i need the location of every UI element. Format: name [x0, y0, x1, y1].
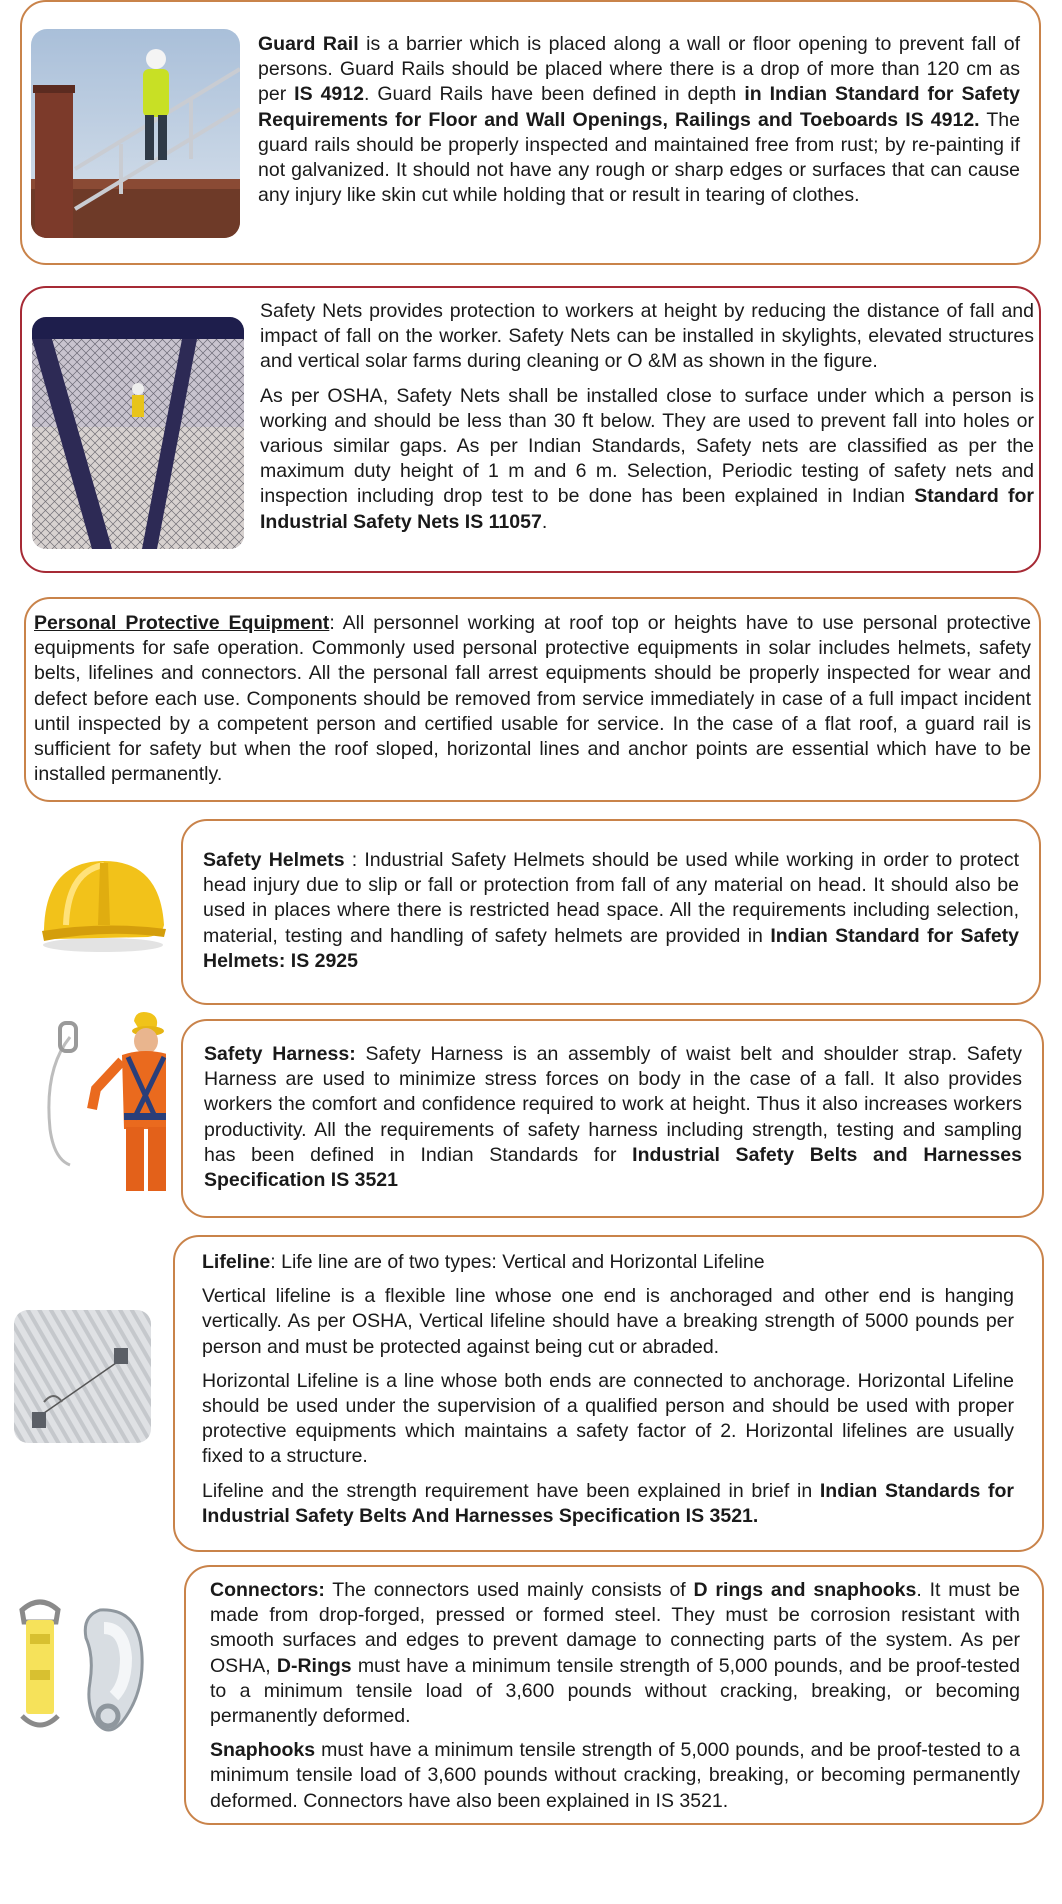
lifeline-roof-photo — [14, 1310, 151, 1443]
helmets-title: Safety Helmets — [203, 849, 345, 871]
harness-text: Safety Harness: Safety Harness is an assembly of waist belt and shoulder strap. Safety Harness are used to minimize stress forces on body in the case of a fall. It also provides workers the comfort and confidence required to work at height. Thus it also increases workers productivity. All the requirements of safety harness including strength, testing and sampling has been defined in Indian Standards for Industrial Safety Belts and Harnesses Specification IS 3521 — [204, 1043, 1022, 1192]
guard-rail-photo — [31, 29, 240, 238]
lifeline-text: Lifeline: Life line are of two types: Vertical and Horizontal Lifeline Vertical lifeline is a flexible line whose one end is anchoraged and other end is hanging vertically. As per OSHA, Vertical lifeline should have a breaking strength of 5000 pounds per person and must be protected against being cut or abraded. Horizontal Lifeline is a line whose both ends are connected to anchorage. Horizontal Lifeline should be used under the supervision of a qualified person and should be used with proper protective equipments which maintains a safety factor of 2. Horizontal lifelines are usually fixed to a structure. Lifeline and the strength requirement have been explained in brief in Indian Standards for Industrial Safety Belts And Harnesses Specification IS 3521. — [202, 1250, 1014, 1529]
harness-worker-photo — [36, 1009, 166, 1194]
guard-rail-text: Guard Rail is a barrier which is placed along a wall or floor opening to prevent fall of persons. Guard Rails should be placed where there is a drop of more than 120 cm as per IS 4912. Guard Rails have been defined in depth in Indian Standard for Safety Requirements for Floor and Wall Openings, Railings and Toeboards IS 4912. The guard rails should be properly inspected and maintained free from rust; by re-painting if not galvanized. It should not have any rough or sharp edges or surfaces that can cause any injury like skin cut while holding that or result in tearing of clothes. — [258, 33, 1020, 207]
snaphooks-paragraph: Snaphooks must have a minimum tensile strength of 5,000 pounds, and be proof-tested to a minimum tensile load of 3,600 pounds without cracking, breaking, or becoming permanently deformed. Connectors have also been explained in IS 3521. — [210, 1739, 1020, 1812]
lifeline-horizontal-paragraph: Horizontal Lifeline is a line whose both ends are connected to anchorage. Horizontal Lifeline should be used under the supervision of a qualified person and should be used with proper protective equipments which maintains a safety factor of 2. Horizontal lifelines are usually fixed to a structure. — [202, 1369, 1014, 1468]
safety-nets-paragraph-1: Safety Nets provides protection to workers at height by reducing the distance of fall and impact of fall on the worker. Safety Nets can be installed in skylights, elevated structures and vertical solar farms during cleaning or O &M as shown in the figure. — [260, 300, 1034, 373]
d-ring-snaphook-photo — [16, 1598, 150, 1738]
guard-rail-title: Guard Rail — [258, 33, 359, 55]
harness-title: Safety Harness: — [204, 1043, 356, 1065]
helmets-text: Safety Helmets : Industrial Safety Helmets should be used while working in order to protect head injury due to slip or fall or protection from fall of any material on head. It should also be used in places where there is restricted head space. All the requirements including selection, material, testing and handling of safety helmets are provided in Indian Standard for Safety Helmets: IS 2925 — [203, 849, 1020, 972]
lifeline-standard-paragraph: Lifeline and the strength requirement have been explained in brief in Indian Standards for Industrial Safety Belts And Harnesses Specification IS 3521. — [202, 1479, 1015, 1527]
ppe-text: Personal Protective Equipment: All personnel working at roof top or heights have to use personal protective equipments for safe operation. Commonly used personal protective equipments in solar includes helmets, safety belts, lifelines and connectors. All the personal fall arrest equipments should be properly inspected for wear and defect before each use. Components should be removed from service immediately in case of a full impact incident until inspected by a competent person and certified usable for service. In the case of a flat roof, a guard rail is sufficient for safety but when the roof sloped, horizontal lines and anchor points are essential which have to be installed permanently. — [34, 612, 1031, 786]
safety-net-photo — [32, 317, 244, 549]
lifeline-vertical-paragraph: Vertical lifeline is a flexible line whose one end is anchoraged and other end is hanging vertically. As per OSHA, Vertical lifeline should have a breaking strength of 5000 pounds per person and must be protected against being cut or abraded. — [202, 1285, 1014, 1358]
safety-helmet-photo — [36, 855, 171, 955]
connectors-text: Connectors: The connectors used mainly consists of D rings and snaphooks. It must be made from drop-forged, pressed or formed steel. They must be corrosion resistant with smooth surfaces and edges to prevent damage to connecting parts of the system. As per OSHA, D-Rings must have a minimum tensile strength of 5,000 pounds, and be proof-tested to a minimum tensile load of 3,600 pounds without cracking, breaking, or becoming permanently deformed. Snaphooks must have a minimum tensile strength of 5,000 pounds, and be proof-tested to a minimum tensile load of 3,600 pounds without cracking, breaking, or becoming permanently deformed. Connectors have also been explained in IS 3521. — [210, 1578, 1020, 1814]
connectors-title: Connectors: — [210, 1579, 325, 1601]
lifeline-title: Lifeline — [202, 1251, 271, 1273]
ppe-title: Personal Protective Equipment — [34, 612, 330, 634]
safety-nets-text — [260, 299, 1034, 535]
safety-nets-paragraph-2: As per OSHA, Safety Nets shall be installed close to surface under which a person is working and should be less than 30 ft below. They are used to prevent fall into holes or various similar gaps. As per Indian Standards, Safety nets are classified as per the maximum duty height of 1 m and 6 m. Selection, Periodic testing of safety nets and inspection including drop test to be done has been explained in Indian Standard for Industrial Safety Nets IS 11057. — [260, 384, 1034, 533]
